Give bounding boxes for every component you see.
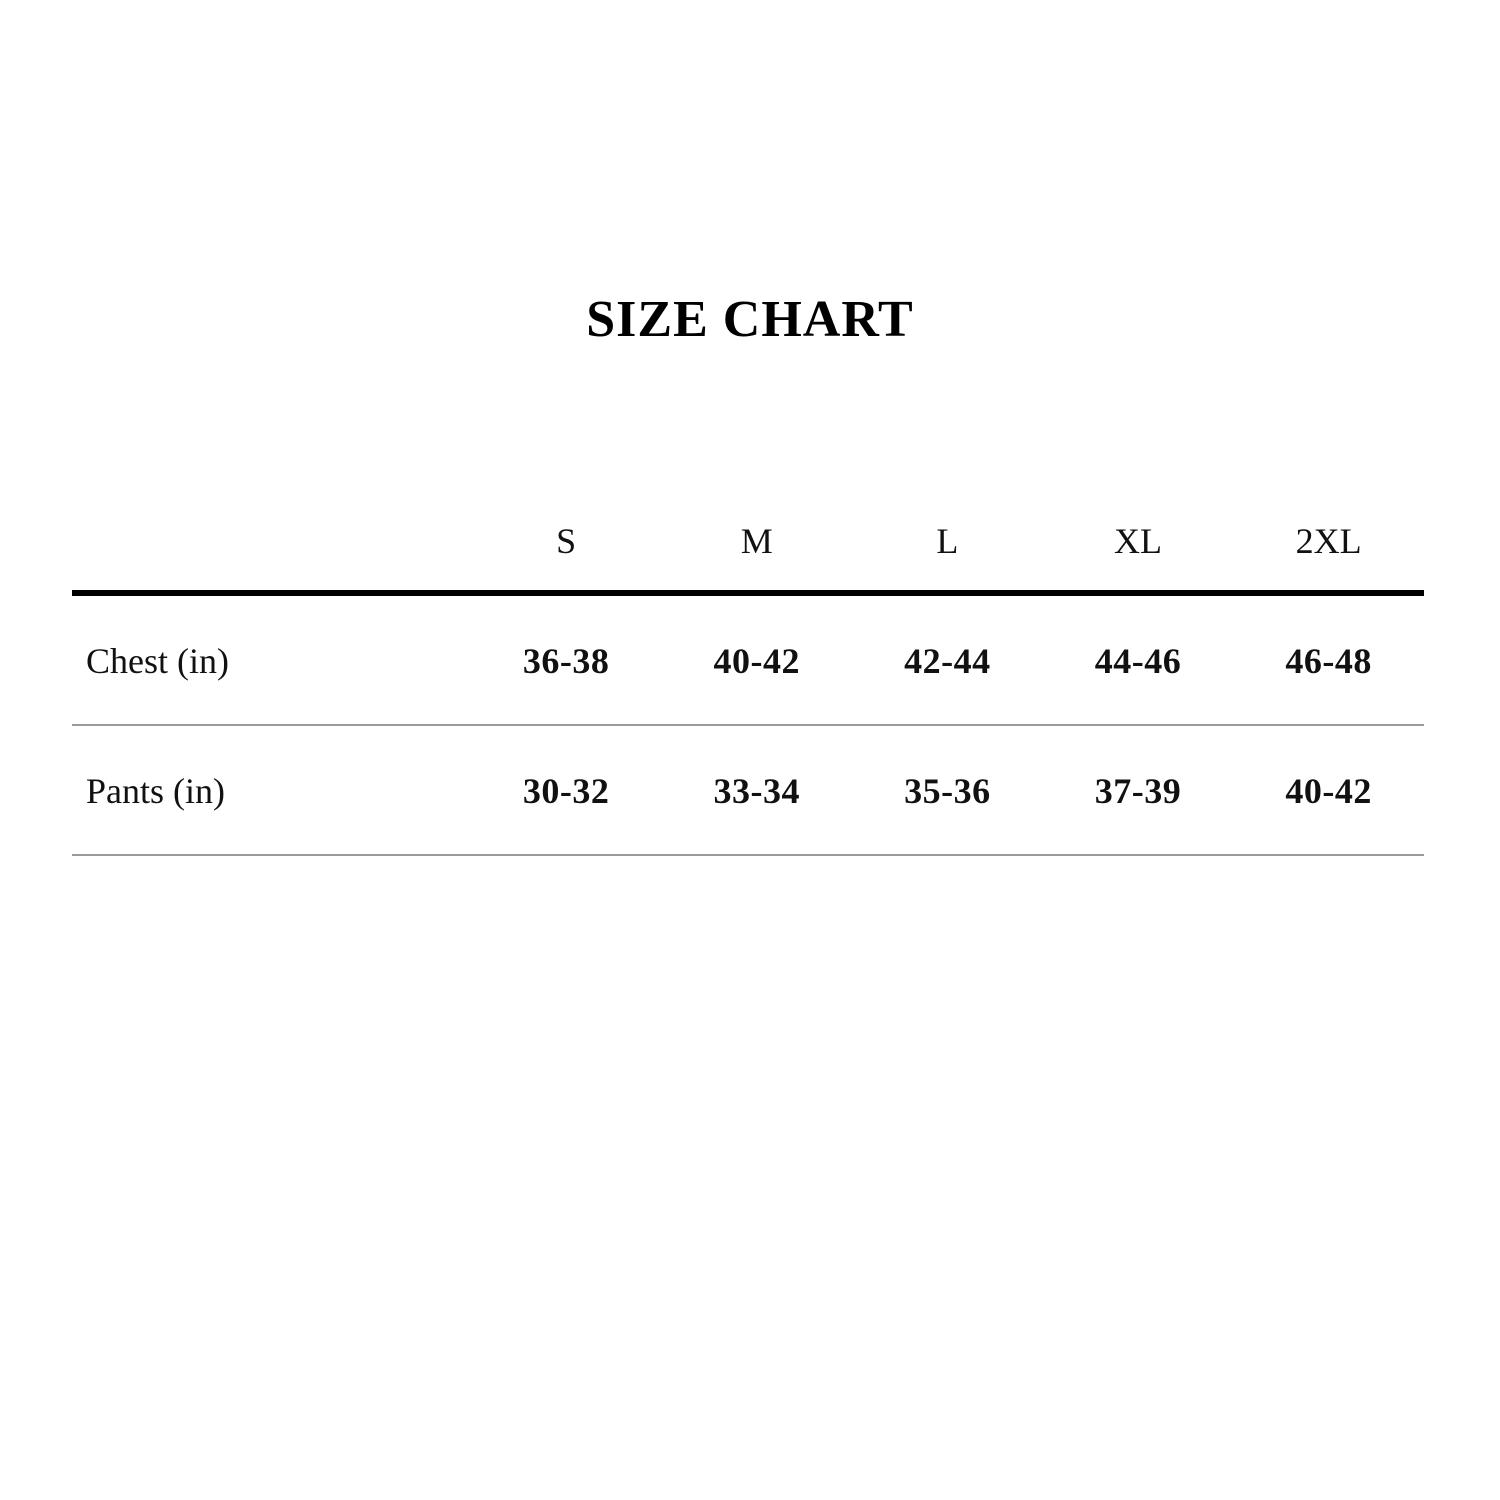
cell-pants-2xl: 40-42	[1233, 725, 1424, 855]
row-label-pants: Pants (in)	[72, 725, 471, 855]
table-header-corner	[72, 520, 471, 593]
cell-pants-xl: 37-39	[1043, 725, 1234, 855]
column-header-2xl: 2XL	[1295, 521, 1362, 561]
cell-pants-m: 33-34	[661, 725, 852, 855]
table-body	[72, 593, 1424, 855]
size-chart-table	[72, 520, 1424, 856]
table-row	[72, 725, 1424, 855]
cell-pants-l: 35-36	[852, 725, 1043, 855]
cell-chest-s: 36-38	[471, 593, 662, 725]
column-header-m: M	[740, 521, 773, 561]
cell-chest-m: 40-42	[661, 593, 852, 725]
table-row	[72, 593, 1424, 725]
cell-chest-2xl: 46-48	[1233, 593, 1424, 725]
row-label-chest: Chest (in)	[72, 593, 471, 725]
column-header-l: L	[936, 521, 959, 561]
table-header	[72, 520, 1424, 593]
size-chart-table-container	[72, 520, 1424, 856]
page-title: SIZE CHART	[586, 291, 914, 348]
column-header-s: S	[556, 521, 577, 561]
cell-pants-s: 30-32	[471, 725, 662, 855]
column-header-xl: XL	[1114, 521, 1163, 561]
cell-chest-l: 42-44	[852, 593, 1043, 725]
cell-chest-xl: 44-46	[1043, 593, 1234, 725]
table-header-row	[72, 520, 1424, 593]
